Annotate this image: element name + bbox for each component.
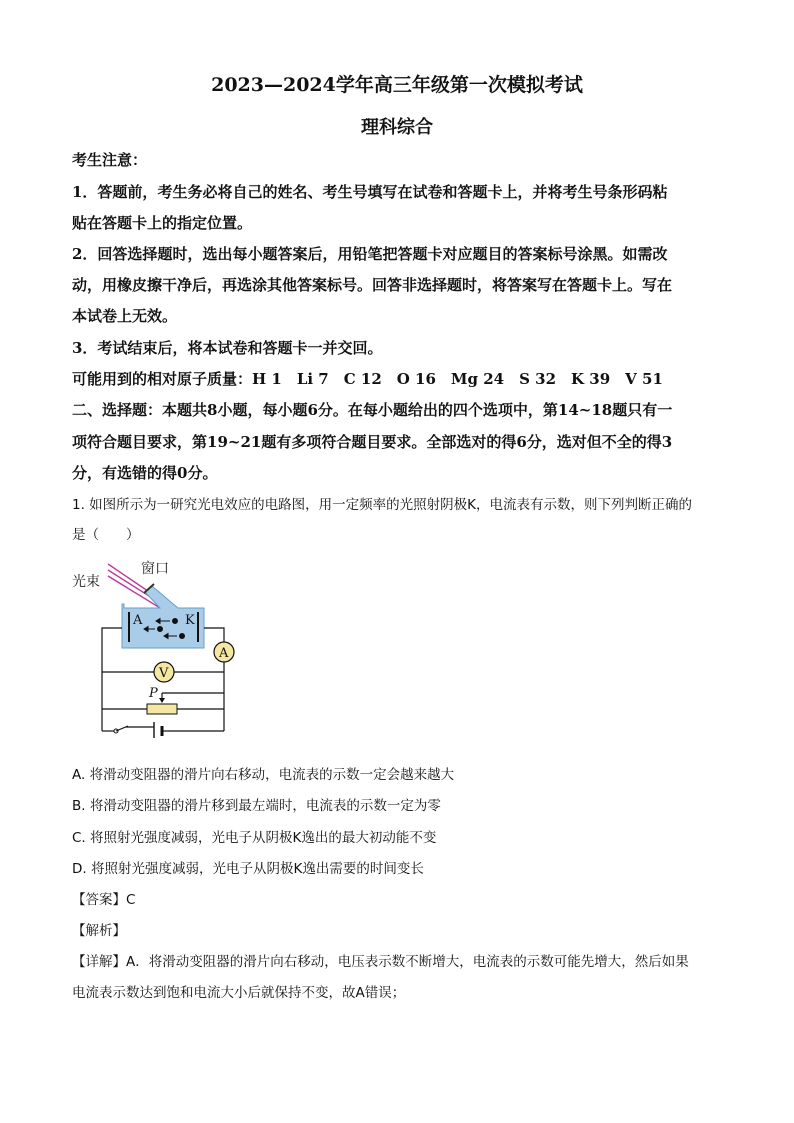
section-instruction-line1: 二、选择题：本题共8小题，每小题6分。在每小题给出的四个选项中，第14~18题只有一	[72, 401, 673, 419]
voltmeter-label: V	[159, 666, 169, 681]
slider-arrow	[159, 698, 165, 703]
option-c: C. 将照射光强度减弱，光电子从阴极K逸出的最大初动能不变	[72, 830, 437, 846]
exam-subtitle: 理科综合	[361, 117, 433, 138]
notice-heading: 考生注意：	[72, 151, 148, 169]
analysis-heading: 【解析】	[72, 923, 126, 939]
notice-item2-line3: 本试卷上无效。	[72, 307, 178, 325]
notice-item1-line2: 贴在答题卡上的指定位置。	[72, 214, 253, 232]
photoelectric-circuit-figure	[72, 556, 262, 751]
notice-item3: 3．考试结束后，将本试卷和答题卡一并交回。	[72, 339, 383, 357]
light-beam-label: 光束	[72, 574, 100, 590]
switch-lever	[116, 726, 128, 731]
cathode-label: K	[185, 613, 195, 628]
window-label: 窗口	[141, 561, 169, 577]
option-b: B. 将滑动变阻器的滑片移到最左端时，电流表的示数一定为零	[72, 798, 441, 814]
option-a: A. 将滑动变阻器的滑片向右移动，电流表的示数一定会越来越大	[72, 767, 455, 783]
exam-title: 2023—2024学年高三年级第一次模拟考试	[211, 74, 583, 96]
detail-line2: 电流表示数达到饱和电流大小后就保持不变，故A错误；	[72, 985, 406, 1001]
option-d: D. 将照射光强度减弱，光电子从阴极K逸出需要的时间变长	[72, 861, 424, 877]
ammeter-label: A	[219, 646, 229, 661]
detail-line1: 【详解】A．将滑动变阻器的滑片向右移动，电压表示数不断增大，电流表的示数可能先增大，然后如果	[72, 954, 689, 970]
notice-item1-line1: 1．答题前，考生务必将自己的姓名、考生号填写在试卷和答题卡上，并将考生号条形码粘	[72, 183, 668, 201]
notice-item2-line1: 2．回答选择题时，选出每小题答案后，用铅笔把答题卡对应题目的答案标号涂黑。如需改	[72, 245, 668, 263]
anode-label: A	[133, 613, 143, 628]
answer-line: 【答案】C	[72, 892, 136, 908]
section-instruction-line3: 分，有选错的得0分。	[72, 464, 218, 482]
section-instruction-line2: 项符合题目要求，第19~21题有多项符合题目要求。全部选对的得6分，选对但不全的得3	[72, 433, 673, 451]
question-stem-line2: 是（ ）	[72, 527, 140, 543]
question-stem-line1: 1. 如图所示为一研究光电效应的电路图，用一定频率的光照射阴极K，电流表有示数，则下列判断正确的	[72, 497, 693, 513]
notice-item2-line2: 动，用橡皮擦干净后，再选涂其他答案标号。回答非选择题时，将答案写在答题卡上。写在	[72, 276, 673, 294]
atomic-masses: 可能用到的相对原子质量：H 1 Li 7 C 12 O 16 Mg 24 S 32 K 39 V 51	[72, 370, 663, 388]
slider-label: P	[149, 686, 158, 701]
rheostat	[147, 704, 177, 714]
